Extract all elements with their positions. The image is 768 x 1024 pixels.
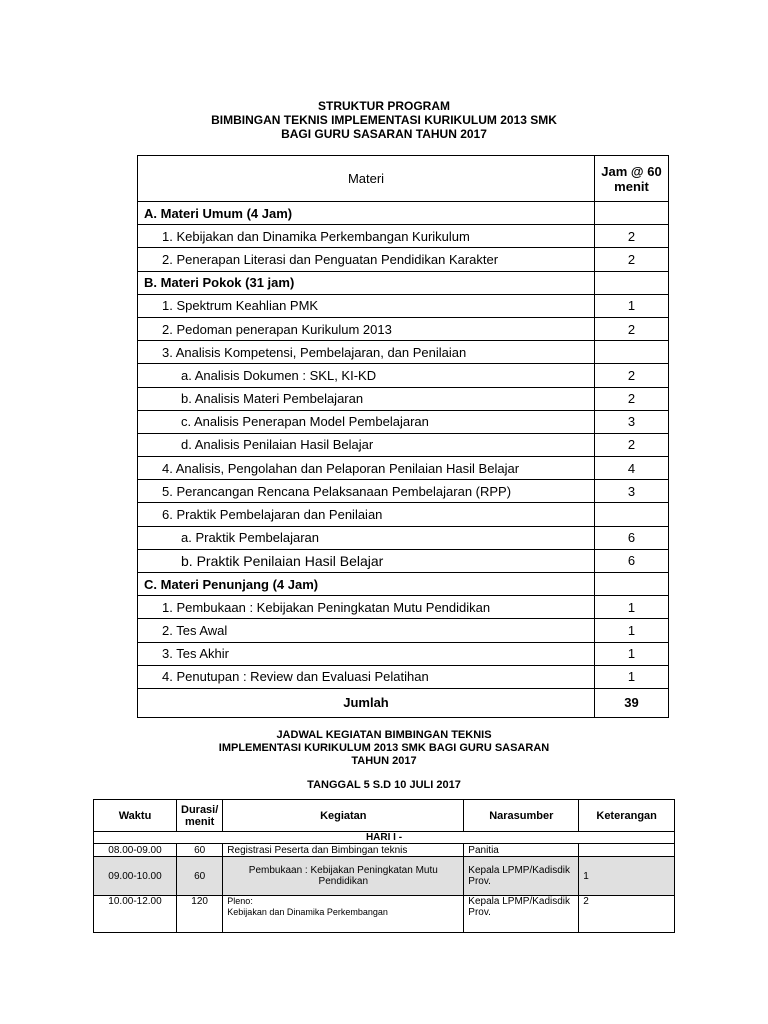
row-durasi: 60 <box>177 844 223 857</box>
col-kegiatan: Kegiatan <box>223 800 464 832</box>
schedule-title-line-3: TAHUN 2017 <box>351 755 417 767</box>
table-row <box>138 549 669 572</box>
row-label: 3. Tes Akhir <box>138 642 595 665</box>
table-row <box>138 410 669 433</box>
table-row <box>138 433 669 456</box>
total-label: Jumlah <box>138 688 595 717</box>
row-jam: 1 <box>595 294 669 317</box>
table-row <box>138 503 669 526</box>
program-structure-table <box>137 155 669 718</box>
schedule-row <box>94 896 675 933</box>
row-durasi: 120 <box>177 896 223 933</box>
table-row <box>138 364 669 387</box>
total-value: 39 <box>595 688 669 717</box>
header-jam: Jam @ 60 menit <box>595 156 669 202</box>
row-label: 1. Pembukaan : Kebijakan Peningkatan Mutu Pendidikan <box>138 596 595 619</box>
schedule-table <box>93 799 675 933</box>
title-line-2: BIMBINGAN TEKNIS IMPLEMENTASI KURIKULUM 2013 SMK <box>211 113 557 127</box>
row-jam: 2 <box>595 364 669 387</box>
table-row <box>138 248 669 271</box>
row-durasi: 60 <box>177 857 223 896</box>
row-waktu: 08.00-09.00 <box>94 844 177 857</box>
schedule-header-row <box>94 800 675 832</box>
col-waktu: Waktu <box>94 800 177 832</box>
row-kegiatan <box>223 896 464 933</box>
row-label: 2. Pedoman penerapan Kurikulum 2013 <box>138 317 595 340</box>
schedule-date: TANGGAL 5 S.D 10 JULI 2017 <box>307 779 461 791</box>
kegiatan-text: Kebijakan dan Dinamika Perkembangan <box>227 907 388 917</box>
day-row <box>94 832 675 844</box>
row-jam: 2 <box>595 387 669 410</box>
row-jam: 1 <box>595 619 669 642</box>
row-jam: 6 <box>595 549 669 572</box>
schedule-row <box>94 857 675 896</box>
row-jam: 3 <box>595 480 669 503</box>
table-row <box>138 294 669 317</box>
table-row <box>138 665 669 688</box>
row-jam: 1 <box>595 596 669 619</box>
row-label: C. Materi Penunjang (4 Jam) <box>138 573 595 596</box>
table-row <box>138 341 669 364</box>
row-label: A. Materi Umum (4 Jam) <box>138 202 595 225</box>
table-row <box>138 480 669 503</box>
row-label: b. Analisis Materi Pembelajaran <box>138 387 595 410</box>
table-row <box>138 526 669 549</box>
row-jam: 1 <box>595 665 669 688</box>
row-label: c. Analisis Penerapan Model Pembelajaran <box>138 410 595 433</box>
row-label: d. Analisis Penilaian Hasil Belajar <box>138 433 595 456</box>
row-label: 1. Kebijakan dan Dinamika Perkembangan Kurikulum <box>138 225 595 248</box>
table-row <box>138 271 669 294</box>
table-header-row <box>138 156 669 202</box>
row-keterangan: 2 <box>579 896 675 933</box>
col-narasumber: Narasumber <box>464 800 579 832</box>
row-label: a. Analisis Dokumen : SKL, KI-KD <box>138 364 595 387</box>
table-row <box>138 317 669 340</box>
row-jam <box>595 202 669 225</box>
row-jam: 2 <box>595 433 669 456</box>
table-row <box>138 642 669 665</box>
row-jam: 3 <box>595 410 669 433</box>
program-structure-title <box>0 99 768 141</box>
row-kegiatan: Registrasi Peserta dan Bimbingan teknis <box>223 844 464 857</box>
row-narasumber: Kepala LPMP/Kadisdik Prov. <box>464 857 579 896</box>
table-row <box>138 573 669 596</box>
table-row <box>138 202 669 225</box>
schedule-title-line-2: IMPLEMENTASI KURIKULUM 2013 SMK BAGI GURU SASARAN <box>218 742 550 754</box>
row-waktu: 10.00-12.00 <box>94 896 177 933</box>
table-row <box>138 387 669 410</box>
row-label: 2. Penerapan Literasi dan Penguatan Pendidikan Karakter <box>138 248 595 271</box>
table-row <box>138 225 669 248</box>
schedule-row <box>94 844 675 857</box>
kegiatan-title: Pleno: <box>227 896 253 906</box>
table-row <box>138 596 669 619</box>
title-line-1: STRUKTUR PROGRAM <box>318 99 450 113</box>
row-jam: 1 <box>595 642 669 665</box>
row-label: 6. Praktik Pembelajaran dan Penilaian <box>138 503 595 526</box>
row-keterangan <box>579 844 675 857</box>
col-keterangan: Keterangan <box>579 800 675 832</box>
total-row <box>138 688 669 717</box>
row-jam: 2 <box>595 225 669 248</box>
row-kegiatan: Pembukaan : Kebijakan Peningkatan Mutu Pendidikan <box>223 857 464 896</box>
table-row <box>138 457 669 480</box>
col-durasi: Durasi/ menit <box>177 800 223 832</box>
table-row <box>138 619 669 642</box>
schedule-title-line-1: JADWAL KEGIATAN BIMBINGAN TEKNIS <box>276 729 492 741</box>
row-keterangan: 1 <box>579 857 675 896</box>
header-materi: Materi <box>138 156 595 202</box>
schedule-title <box>0 729 768 768</box>
row-label: 1. Spektrum Keahlian PMK <box>138 294 595 317</box>
row-jam <box>595 271 669 294</box>
title-line-3: BAGI GURU SASARAN TAHUN 2017 <box>281 127 487 141</box>
row-jam: 2 <box>595 248 669 271</box>
row-jam: 4 <box>595 457 669 480</box>
row-label: 4. Analisis, Pengolahan dan Pelaporan Penilaian Hasil Belajar <box>138 457 595 480</box>
row-waktu: 09.00-10.00 <box>94 857 177 896</box>
row-label: 3. Analisis Kompetensi, Pembelajaran, dan Penilaian <box>138 341 595 364</box>
row-jam <box>595 503 669 526</box>
row-jam <box>595 341 669 364</box>
row-label: 2. Tes Awal <box>138 619 595 642</box>
row-jam: 2 <box>595 317 669 340</box>
row-jam <box>595 573 669 596</box>
row-label: B. Materi Pokok (31 jam) <box>138 271 595 294</box>
row-label: 4. Penutupan : Review dan Evaluasi Pelatihan <box>138 665 595 688</box>
day-label: HARI I - <box>94 832 675 844</box>
row-narasumber: Panitia <box>464 844 579 857</box>
row-label: a. Praktik Pembelajaran <box>138 526 595 549</box>
row-label: 5. Perancangan Rencana Pelaksanaan Pembelajaran (RPP) <box>138 480 595 503</box>
row-jam: 6 <box>595 526 669 549</box>
row-label: b. Praktik Penilaian Hasil Belajar <box>138 549 595 572</box>
row-narasumber: Kepala LPMP/Kadisdik Prov. <box>464 896 579 933</box>
